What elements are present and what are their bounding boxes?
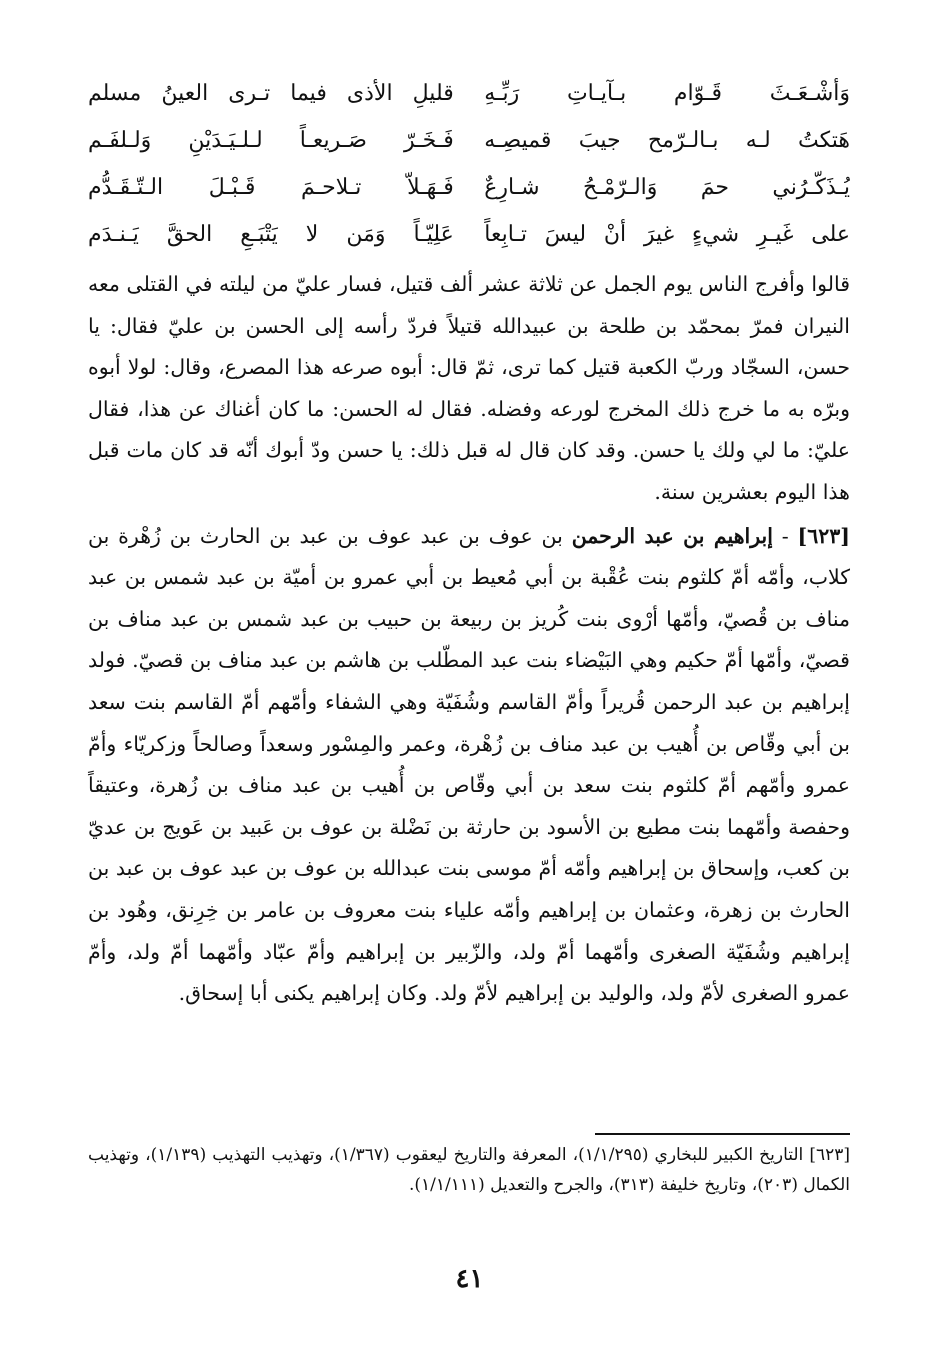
poem-verse	[88, 117, 850, 164]
footnote-divider	[595, 1133, 850, 1135]
verse-first-hemistich: على غَيـرِ شيءٍ غيرَ أنْ ليسَ تـابِعاً	[484, 222, 850, 247]
poem-verse	[88, 211, 850, 258]
verse-first-hemistich: وَأشْـعَـثَ قَـوّام بـآيـاتِ رَبِّـهِ	[484, 81, 850, 106]
entry-text: بن عوف بن عبد عوف بن عبد بن الحارث بن زُهْرة بن كلاب، وأمّه أمّ كلثوم بنت عُقْبة بن أبي مُعيط بن أبي عمرو بن أميّة بن عبد شمس بن عبد مناف بن قُصيّ، وأمّها أرْوى بنت كُريز بن ربيعة بن حبيب بن عبد شمس بن عبد مناف بن قصيّ، وأمّها أمّ حكيم وهي البَيْضاء بنت عبد المطّلب بن هاشم بن عبد مناف بن قصيّ. فولد إبراهيم بن عبد الرحمن قُريراً وأمّ القاسم وشُفَيّة وهي الشفاء وأمّهم أمّ القاسم بنت سعد بن أبي وقّاص بن أُهيب بن عبد مناف بن زُهْرة، وعمر والمِسْور وسعداً وصالحاً وزكريّاء وأمّ عمرو وأمّهم أمّ كلثوم بنت سعد بن أبي وقّاص بن أُهيب بن عبد مناف بن زُهرة، وعتيقاً وحفصة وأمّهما بنت مطيع بن الأسود بن حارثة بن نَضْلة بن عوف بن عَبيد بن عَويج بن عديّ بن كعب، وإسحاق بن إبراهيم وأمّه أمّ موسى بنت عبدالله بن عوف بن عبد عوف بن عبد بن الحارث بن زهرة، وعثمان بن إبراهيم وأمّه علياء بنت معروف بن عامر بن خِرِنق، وهُود بن إبراهيم وشُفَيّة الصغرى وأمّهما أمّ ولد، والزّبير بن إبراهيم وأمّ عبّاد وأمّهما أمّ ولد، وأمّ عمرو الصغرى لأمّ ولد، والوليد بن إبراهيم لأمّ ولد. وكان إبراهيم يكنى أبا إسحاق.	[88, 523, 850, 1006]
biography-entry	[88, 516, 850, 1015]
poem-verse	[88, 164, 850, 211]
narrative-paragraph: قالوا وأفرج الناس يوم الجمل عن ثلاثة عشر ألف قتيل، فسار عليّ من ليلته في القتلى معه النيران فمرّ بمحمّد بن طلحة بن عبيدالله قتيلاً فردّ رأسه إلى الحسن بن عليّ فقال: يا حسن، السجّاد وربّ الكعبة قتيل كما ترى، ثمّ قال: أبوه صرعه هذا المصرع، وقال: لولا أبوه وبرّه به ما خرج ذلك المخرج لورعه وفضله. فقال له الحسن: ما كان أغناك عن هذا، فقال عليّ: ما لي ولك يا حسن. وقد كان قال له قبل ذلك: يا حسن ودّ أبوك أنّه قد كان مات قبل هذا اليوم بعشرين سنة.	[88, 272, 850, 504]
poem-verse	[88, 70, 850, 117]
entry-number: [٦٢٣]	[797, 523, 850, 548]
page-body	[88, 70, 850, 1015]
verse-second-hemistich: عَلِيّـاً وَمَن لا يَتْبَـعِ الحقَّ يَـنـدَم	[88, 222, 454, 247]
footnote: [٦٢٣] التاريخ الكبير للبخاري (١/١/٢٩٥)، المعرفة والتاريخ ليعقوب (١/٣٦٧)، وتهذيب التهذيب (١/١٣٩)، وتهذيب الكمال (٢٠٣)، وتاريخ خليفة (٣١٣)، والجرح والتعديل (١/١/١١١).	[88, 1145, 850, 1195]
verse-first-hemistich: يُـذَكّـرُني حمَ وَالـرّمْـحُ شـارِعٌ	[484, 175, 850, 200]
poem	[88, 70, 850, 258]
entry-dash: -	[772, 523, 798, 548]
verse-second-hemistich: قليلِ الأذى فيما تـرى العينُ مسلم	[88, 81, 454, 106]
verse-first-hemistich: هَتكتُ لـه بـالـرّمح جيبَ قميصِـه	[484, 128, 850, 153]
verse-second-hemistich: فَـهَـلاّ تـلاحـمَ قَـبْـلَ الـتّـقَـدُّم	[88, 175, 454, 200]
entry-name: إبراهيم بن عبد الرحمن	[571, 523, 773, 548]
verse-second-hemistich: فَـخَـرّ صَـريعـاً لـلـيَـدَيْنِ وَلـلفَـم	[88, 128, 454, 153]
page-number: ٤١	[455, 1264, 484, 1294]
